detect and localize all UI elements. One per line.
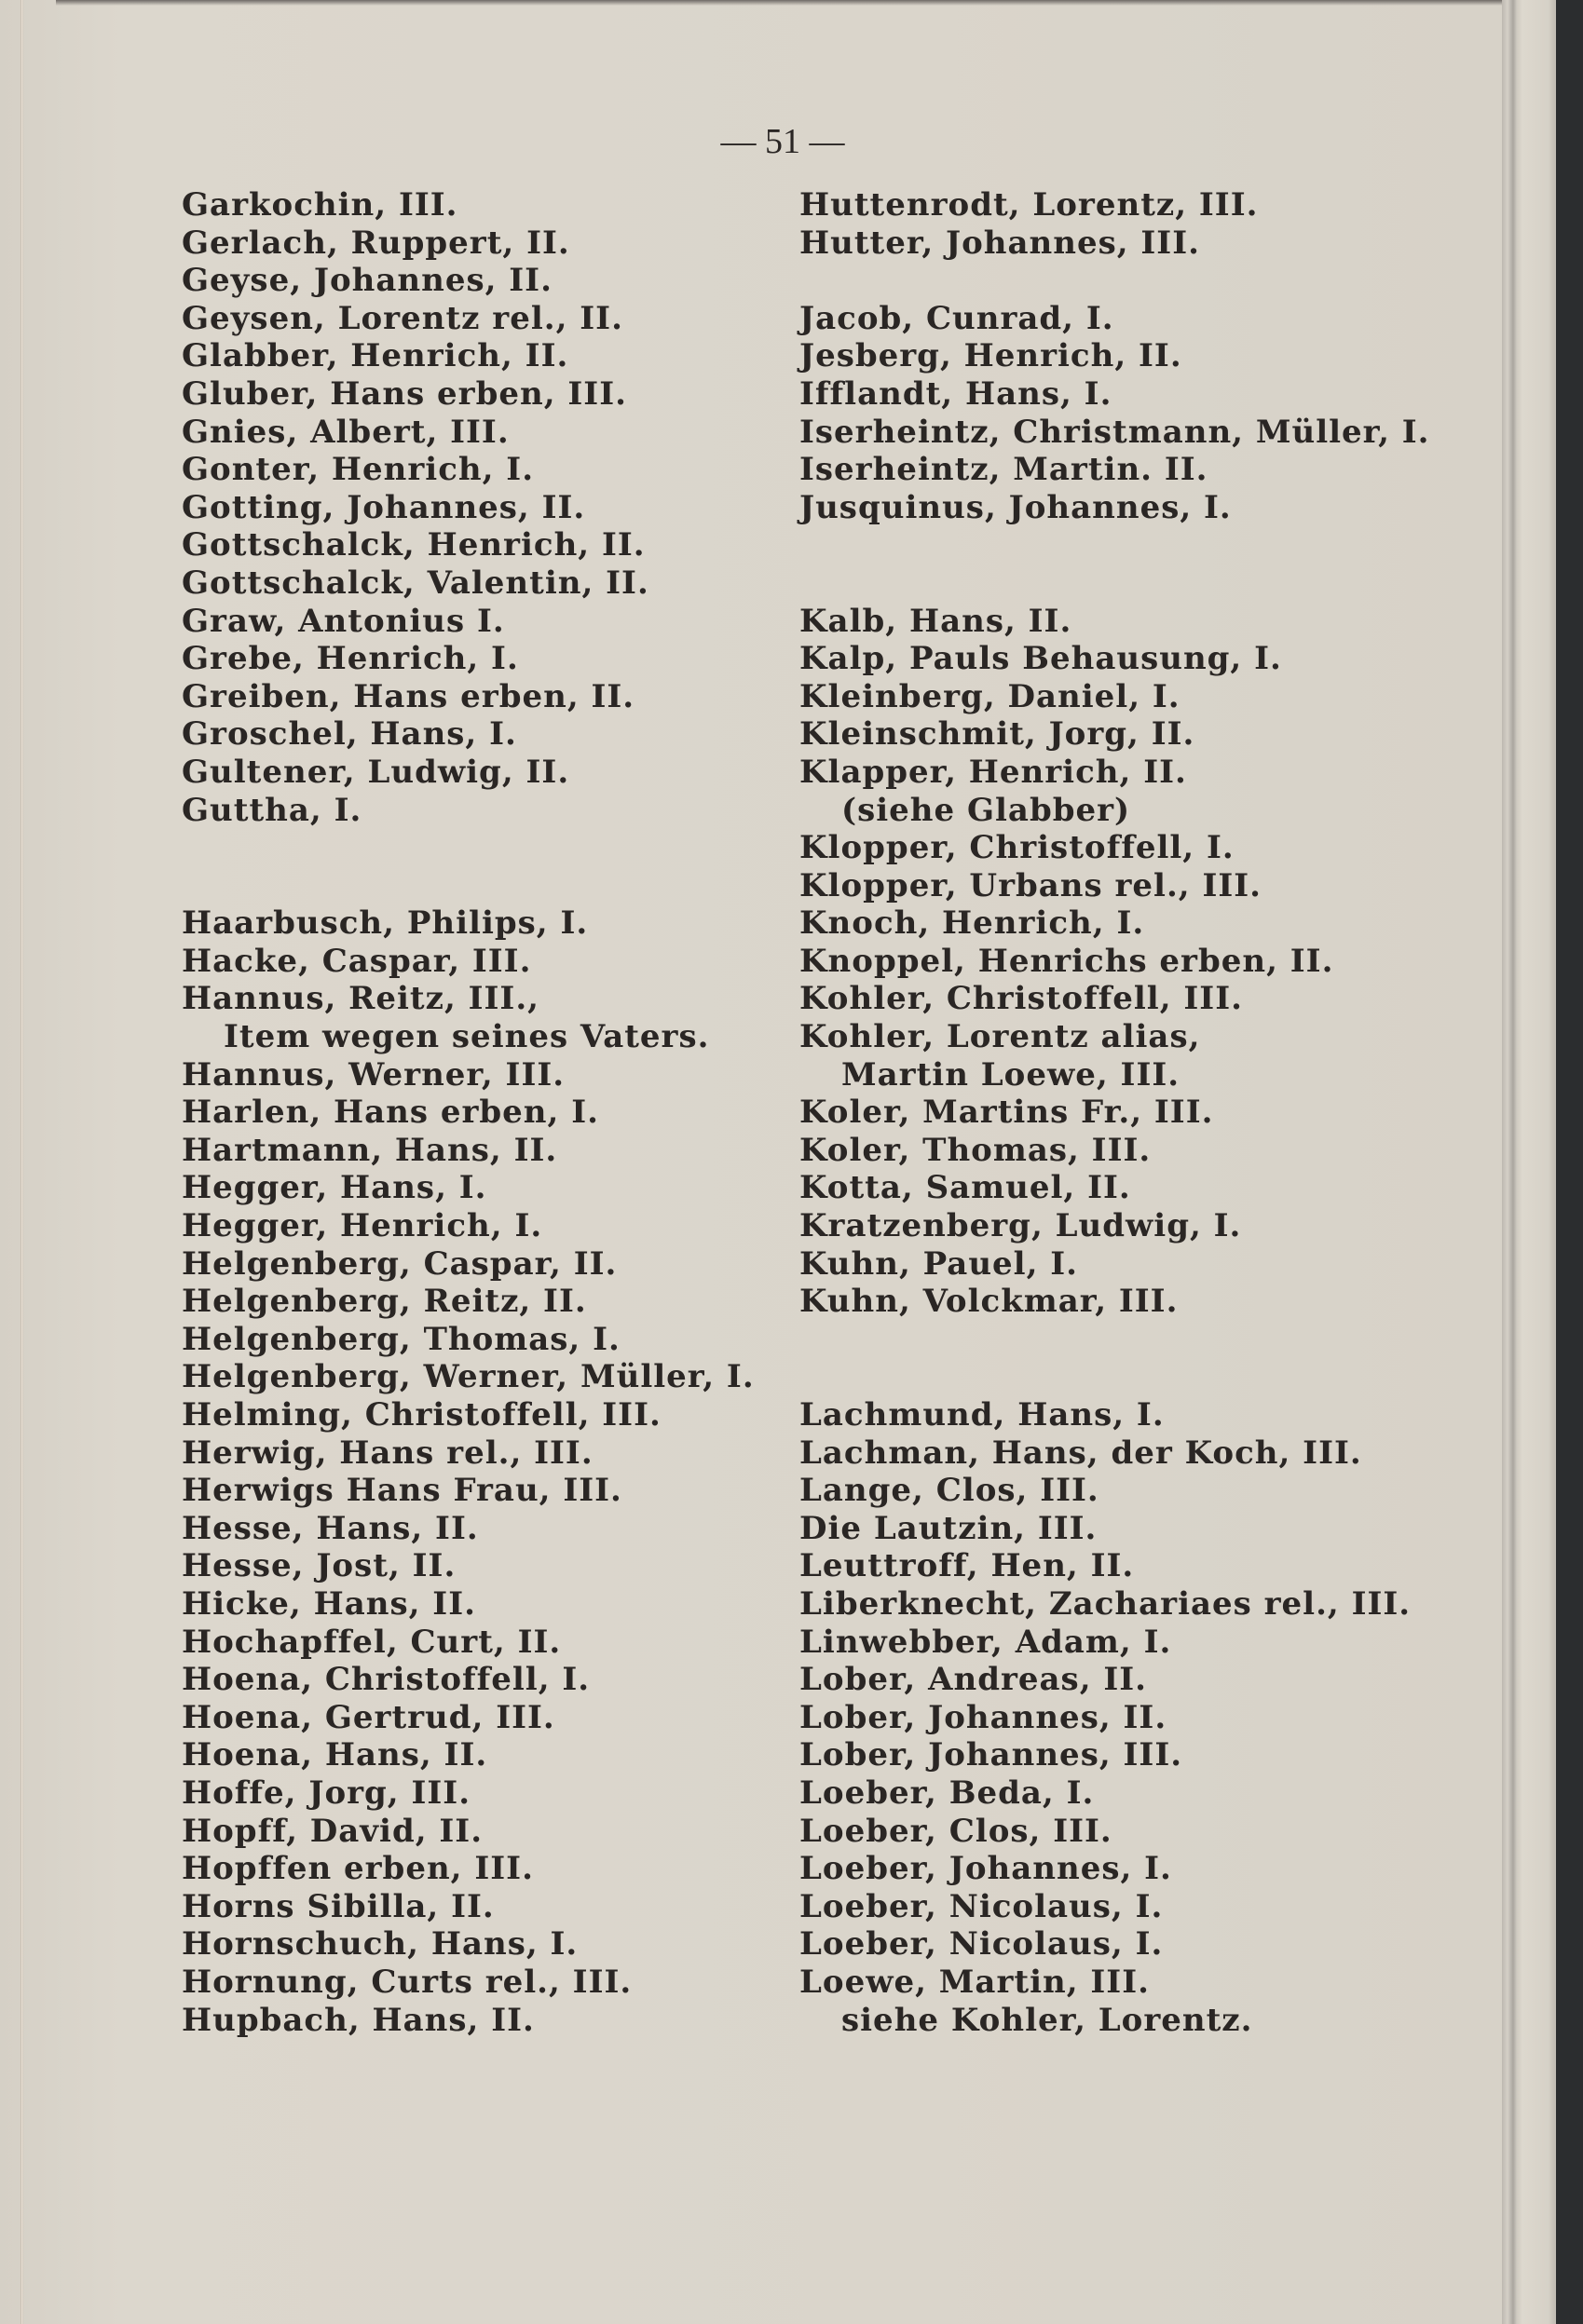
section-gap xyxy=(799,262,1433,300)
register-entry: Gerlach, Ruppert, II. xyxy=(182,224,570,262)
register-entry: Lachmund, Hans, I. xyxy=(799,1396,1165,1434)
register-entry: Hesse, Hans, II. xyxy=(182,1509,479,1547)
register-entry: Leuttroff, Hen, II. xyxy=(799,1547,1135,1585)
register-entry: Die Lautzin, III. xyxy=(799,1509,1098,1547)
register-entry: Klopper, Urbans rel., III. xyxy=(799,866,1262,904)
register-entry: Hegger, Hans, I. xyxy=(182,1169,487,1207)
register-entry: Knoch, Henrich, I. xyxy=(799,904,1145,943)
register-entry: Kleinschmit, Jorg, II. xyxy=(799,715,1195,754)
section-gap xyxy=(799,1358,1433,1396)
register-entry: Hupbach, Hans, II. xyxy=(182,2001,535,2039)
register-entry: Huttenrodt, Lorentz, III. xyxy=(799,186,1259,224)
register-entry: Hutter, Johannes, III. xyxy=(799,224,1200,262)
register-entry: Loeber, Nicolaus, I. xyxy=(799,1887,1164,1925)
register-entry: Lober, Johannes, III. xyxy=(799,1736,1183,1774)
section-gap xyxy=(182,829,759,867)
register-entry: Helming, Christoffell, III. xyxy=(182,1396,662,1434)
register-entry: Hoena, Gertrud, III. xyxy=(182,1698,555,1736)
register-entry: Kalb, Hans, II. xyxy=(799,602,1072,640)
top-shadow xyxy=(56,0,1547,6)
register-entry: Glabber, Henrich, II. xyxy=(182,337,569,375)
register-entry: Greiben, Hans erben, II. xyxy=(182,677,635,715)
register-entry: Klopper, Christoffell, I. xyxy=(799,829,1235,867)
register-entry: Gonter, Henrich, I. xyxy=(182,451,535,489)
section-gap xyxy=(799,526,1433,564)
register-entry: Gultener, Ludwig, II. xyxy=(182,753,570,791)
register-entry: Lachman, Hans, der Koch, III. xyxy=(799,1434,1362,1472)
register-entry: Helgenberg, Werner, Müller, I. xyxy=(182,1358,755,1396)
register-entry: Hopffen erben, III. xyxy=(182,1850,534,1888)
register-entry: Groschel, Hans, I. xyxy=(182,715,517,754)
register-entry: Jusquinus, Johannes, I. xyxy=(799,488,1232,526)
entry-continuation: Martin Loewe, III. xyxy=(841,1055,1180,1094)
register-entry: Lober, Andreas, II. xyxy=(799,1661,1148,1699)
section-gap xyxy=(799,564,1433,603)
register-entry: Helgenberg, Caspar, II. xyxy=(182,1244,618,1283)
right-column xyxy=(799,186,1433,2039)
register-entry: Ifflandt, Hans, I. xyxy=(799,374,1112,413)
register-entry: Kratzenberg, Ludwig, I. xyxy=(799,1207,1242,1245)
entry-continuation: Item wegen seines Vaters. xyxy=(224,1018,710,1056)
register-entry: Helgenberg, Thomas, I. xyxy=(182,1320,621,1358)
register-entry: Knoppel, Henrichs erben, II. xyxy=(799,942,1334,980)
register-entry: Hartmann, Hans, II. xyxy=(182,1131,558,1169)
register-entry: Grebe, Henrich, I. xyxy=(182,640,519,678)
register-entry: Jesberg, Henrich, II. xyxy=(799,337,1182,375)
register-entry: Kohler, Christoffell, III. xyxy=(799,980,1243,1018)
register-entry: Geysen, Lorentz rel., II. xyxy=(182,299,623,337)
register-entry: Loewe, Martin, III. xyxy=(799,1963,1150,2001)
register-entry: Hoffe, Jorg, III. xyxy=(182,1774,471,1812)
register-entry: Hannus, Reitz, III., xyxy=(182,980,540,1018)
register-entry: Graw, Antonius I. xyxy=(182,602,505,640)
page-number: — 51 — xyxy=(720,122,845,161)
register-entry: Kalp, Pauls Behausung, I. xyxy=(799,640,1282,678)
register-entry: Hicke, Hans, II. xyxy=(182,1584,476,1623)
register-entry: Hegger, Henrich, I. xyxy=(182,1207,543,1245)
register-entry: Hoena, Christoffell, I. xyxy=(182,1661,591,1699)
register-entry: Herwig, Hans rel., III. xyxy=(182,1434,594,1472)
register-entry: Kleinberg, Daniel, I. xyxy=(799,677,1180,715)
register-entry: Hesse, Jost, II. xyxy=(182,1547,457,1585)
register-entry: Guttha, I. xyxy=(182,791,362,829)
register-entry: Hornschuch, Hans, I. xyxy=(182,1925,579,1964)
register-entry: Hoena, Hans, II. xyxy=(182,1736,488,1774)
register-entry: Garkochin, III. xyxy=(182,186,458,224)
register-entry: Kotta, Samuel, II. xyxy=(799,1169,1131,1207)
register-entry: Lober, Johannes, II. xyxy=(799,1698,1167,1736)
page-edge-stack xyxy=(1502,0,1556,2324)
register-entry: Hopff, David, II. xyxy=(182,1812,484,1850)
register-entry: Gottschalck, Valentin, II. xyxy=(182,564,649,602)
register-entry: Haarbusch, Philips, I. xyxy=(182,904,589,943)
section-gap xyxy=(182,867,759,905)
entry-continuation: (siehe Glabber) xyxy=(841,791,1131,829)
left-column xyxy=(182,186,759,2039)
register-entry: Hacke, Caspar, III. xyxy=(182,942,532,980)
register-entry: Kuhn, Pauel, I. xyxy=(799,1244,1079,1283)
section-gap xyxy=(799,1321,1433,1359)
register-entry: Jacob, Cunrad, I. xyxy=(799,299,1114,337)
entry-continuation: siehe Kohler, Lorentz. xyxy=(841,2001,1253,2039)
register-entry: Loeber, Clos, III. xyxy=(799,1812,1112,1850)
register-entry: Hochapffel, Curt, II. xyxy=(182,1623,562,1661)
register-entry: Koler, Martins Fr., III. xyxy=(799,1094,1214,1132)
register-entry: Horns Sibilla, II. xyxy=(182,1887,495,1925)
register-entry: Kohler, Lorentz alias, xyxy=(799,1018,1201,1056)
page-gutter xyxy=(20,0,23,2324)
register-entry: Gluber, Hans erben, III. xyxy=(182,374,627,413)
register-entry: Helgenberg, Reitz, II. xyxy=(182,1283,587,1321)
register-entry: Koler, Thomas, III. xyxy=(799,1131,1152,1169)
book-cover-edge xyxy=(1556,0,1583,2324)
register-entry: Lange, Clos, III. xyxy=(799,1472,1099,1510)
register-entry: Linwebber, Adam, I. xyxy=(799,1623,1172,1661)
register-entry: Gottschalck, Henrich, II. xyxy=(182,526,646,564)
register-entry: Loeber, Johannes, I. xyxy=(799,1850,1172,1888)
register-entry: Geyse, Johannes, II. xyxy=(182,262,553,300)
register-entry: Gnies, Albert, III. xyxy=(182,413,510,451)
register-entry: Liberknecht, Zachariaes rel., III. xyxy=(799,1584,1412,1623)
register-entry: Loeber, Beda, I. xyxy=(799,1774,1095,1812)
register-entry: Gotting, Johannes, II. xyxy=(182,488,586,526)
register-entry: Iserheintz, Christmann, Müller, I. xyxy=(799,413,1430,451)
register-entry: Loeber, Nicolaus, I. xyxy=(799,1925,1164,1964)
register-entry: Hornung, Curts rel., III. xyxy=(182,1963,633,2001)
register-entry: Iserheintz, Martin. II. xyxy=(799,451,1208,489)
register-entry: Herwigs Hans Frau, III. xyxy=(182,1472,622,1510)
register-entry: Klapper, Henrich, II. xyxy=(799,753,1187,791)
register-entry: Kuhn, Volckmar, III. xyxy=(799,1283,1179,1321)
register-entry: Hannus, Werner, III. xyxy=(182,1055,566,1094)
register-entry: Harlen, Hans erben, I. xyxy=(182,1094,599,1132)
